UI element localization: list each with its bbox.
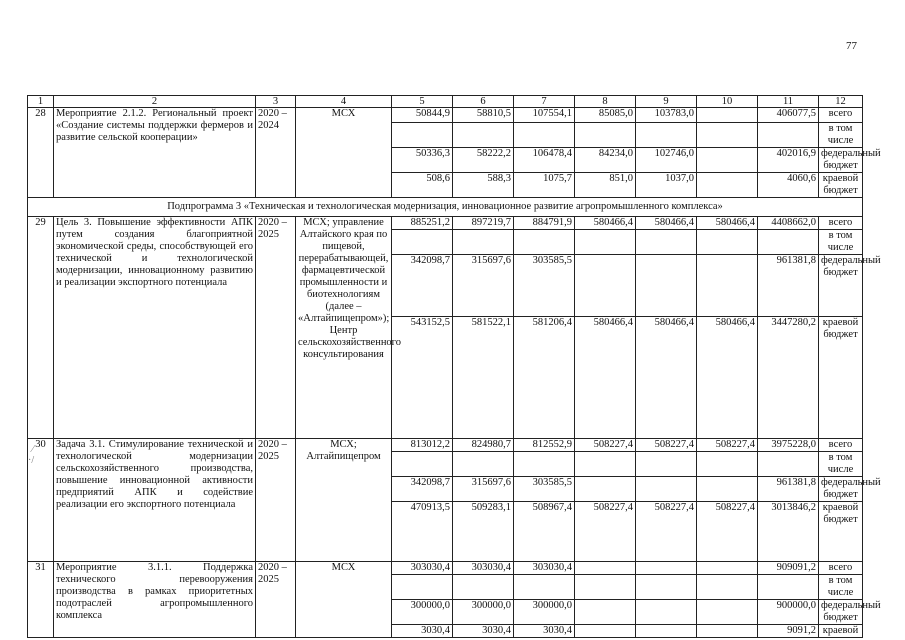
- row-number: 30: [28, 439, 54, 562]
- amount-cell: 3030,4: [392, 625, 453, 638]
- amount-cell: [575, 562, 636, 575]
- header-cell: 3: [256, 96, 296, 108]
- amount-cell: 824980,7: [453, 439, 514, 452]
- amount-cell: [636, 255, 697, 317]
- scan-mark: ⁄: [32, 444, 34, 455]
- amount-cell: 508227,4: [575, 439, 636, 452]
- amount-cell: [575, 230, 636, 255]
- amount-cell: 580466,4: [636, 217, 697, 230]
- funding-source: краевой бюджет: [819, 502, 863, 562]
- amount-cell: 508,6: [392, 173, 453, 198]
- amount-cell: [636, 452, 697, 477]
- amount-cell: 581522,1: [453, 317, 514, 439]
- funding-source: краевой бюджет: [819, 317, 863, 439]
- row-executor: МСХ: [296, 108, 392, 198]
- amount-cell: 580466,4: [636, 317, 697, 439]
- amount-cell: 107554,1: [514, 108, 575, 123]
- amount-cell: [697, 562, 758, 575]
- amount-cell: 58810,5: [453, 108, 514, 123]
- amount-cell: [636, 123, 697, 148]
- amount-cell: [514, 575, 575, 600]
- amount-cell: [758, 123, 819, 148]
- amount-cell: 580466,4: [697, 217, 758, 230]
- amount-cell: [636, 562, 697, 575]
- amount-cell: 303030,4: [453, 562, 514, 575]
- amount-cell: 897219,7: [453, 217, 514, 230]
- funding-source: в том числе: [819, 575, 863, 600]
- amount-cell: [575, 600, 636, 625]
- amount-cell: 885251,2: [392, 217, 453, 230]
- amount-cell: [575, 452, 636, 477]
- row-28-group: [28, 108, 881, 198]
- amount-cell: [575, 477, 636, 502]
- amount-cell: [697, 575, 758, 600]
- amount-cell: 4060,6: [758, 173, 819, 198]
- amount-cell: 580466,4: [697, 317, 758, 439]
- amount-cell: 84234,0: [575, 148, 636, 173]
- amount-cell: [697, 600, 758, 625]
- amount-cell: [392, 575, 453, 600]
- amount-cell: [697, 173, 758, 198]
- funding-source: всего: [819, 562, 863, 575]
- amount-cell: [575, 123, 636, 148]
- header-cell: 4: [296, 96, 392, 108]
- header-cell: 12: [819, 96, 863, 108]
- amount-cell: [636, 230, 697, 255]
- amount-cell: [392, 230, 453, 255]
- funding-source: федеральный бюджет: [819, 600, 863, 625]
- amount-cell: [636, 477, 697, 502]
- amount-cell: [758, 575, 819, 600]
- amount-cell: [697, 108, 758, 123]
- header-cell: 1: [28, 96, 54, 108]
- amount-cell: [697, 255, 758, 317]
- row-30-group: [28, 439, 881, 562]
- table-row: [28, 439, 863, 452]
- header-cell: 10: [697, 96, 758, 108]
- budget-table: [27, 95, 881, 638]
- amount-cell: [697, 477, 758, 502]
- amount-cell: 508967,4: [514, 502, 575, 562]
- amount-cell: [514, 123, 575, 148]
- row-period: 2020 – 2025: [256, 439, 296, 562]
- amount-cell: 3030,4: [514, 625, 575, 638]
- row-29-group: [28, 217, 881, 439]
- amount-cell: 315697,6: [453, 477, 514, 502]
- amount-cell: [758, 452, 819, 477]
- amount-cell: 3447280,2: [758, 317, 819, 439]
- row-31-group: [28, 562, 881, 638]
- amount-cell: [453, 452, 514, 477]
- header-cell: 11: [758, 96, 819, 108]
- funding-source: краевой бюджет: [819, 173, 863, 198]
- row-number: 28: [28, 108, 54, 198]
- amount-cell: 315697,6: [453, 255, 514, 317]
- amount-cell: [575, 625, 636, 638]
- table-row: [28, 562, 863, 575]
- amount-cell: [453, 123, 514, 148]
- amount-cell: 508227,4: [575, 502, 636, 562]
- funding-source: федеральный бюджет: [819, 477, 863, 502]
- funding-source: федеральный бюджет: [819, 148, 863, 173]
- funding-source: в том числе: [819, 230, 863, 255]
- amount-cell: 3030,4: [453, 625, 514, 638]
- amount-cell: [697, 148, 758, 173]
- amount-cell: 303030,4: [514, 562, 575, 575]
- funding-source: в том числе: [819, 123, 863, 148]
- amount-cell: 9091,2: [758, 625, 819, 638]
- amount-cell: 303585,5: [514, 255, 575, 317]
- header-cell: 7: [514, 96, 575, 108]
- row-period: 2020 – 2025: [256, 217, 296, 439]
- row-period: 2020 – 2024: [256, 108, 296, 198]
- amount-cell: [697, 123, 758, 148]
- amount-cell: 851,0: [575, 173, 636, 198]
- row-description: Мероприятие 2.1.2. Региональный проект «Создание системы поддержки фермеров и развитие сельской кооперации»: [54, 108, 256, 198]
- amount-cell: [575, 575, 636, 600]
- amount-cell: 508227,4: [636, 502, 697, 562]
- amount-cell: [514, 230, 575, 255]
- amount-cell: 961381,8: [758, 477, 819, 502]
- amount-cell: [636, 600, 697, 625]
- amount-cell: 508227,4: [697, 502, 758, 562]
- amount-cell: 303585,5: [514, 477, 575, 502]
- header-cell: 2: [54, 96, 256, 108]
- amount-cell: 402016,9: [758, 148, 819, 173]
- funding-source: всего: [819, 108, 863, 123]
- amount-cell: [636, 575, 697, 600]
- funding-source: федеральный бюджет: [819, 255, 863, 317]
- page-number: 77: [846, 40, 857, 52]
- row-period: 2020 – 2025: [256, 562, 296, 638]
- row-description: Цель 3. Повышение эффективности АПК путем создания благоприятной экономической среды, способствующей его технической и технологической модернизации, инновационному развитию и реализации экспортного потенциала: [54, 217, 256, 439]
- amount-cell: 900000,0: [758, 600, 819, 625]
- amount-cell: 50336,3: [392, 148, 453, 173]
- amount-cell: [697, 625, 758, 638]
- funding-source: всего: [819, 439, 863, 452]
- amount-cell: [575, 255, 636, 317]
- amount-cell: [697, 230, 758, 255]
- row-executor: МСХ; Алтайпищепром: [296, 439, 392, 562]
- amount-cell: [758, 230, 819, 255]
- funding-source: краевой: [819, 625, 863, 638]
- amount-cell: 3013846,2: [758, 502, 819, 562]
- row-number: 29: [28, 217, 54, 439]
- amount-cell: 813012,2: [392, 439, 453, 452]
- row-number: 31: [28, 562, 54, 638]
- amount-cell: 300000,0: [514, 600, 575, 625]
- row-description: Задача 3.1. Стимулирование технической и технологической модернизации сельскохозяйственного производства, повышение инновационной активности предприятий АПК и содействие реализации его экспортного потенциала: [54, 439, 256, 562]
- amount-cell: 300000,0: [392, 600, 453, 625]
- amount-cell: 508227,4: [697, 439, 758, 452]
- funding-source: всего: [819, 217, 863, 230]
- amount-cell: 50844,9: [392, 108, 453, 123]
- row-description: Мероприятие 3.1.1. Поддержка технического перевооружения производства в рамках приоритетных подотраслей агропромышленного комплекса: [54, 562, 256, 638]
- header-cell: 8: [575, 96, 636, 108]
- amount-cell: 1075,7: [514, 173, 575, 198]
- scan-mark: ·/: [28, 455, 35, 466]
- amount-cell: [697, 452, 758, 477]
- amount-cell: 303030,4: [392, 562, 453, 575]
- amount-cell: 588,3: [453, 173, 514, 198]
- amount-cell: 580466,4: [575, 217, 636, 230]
- amount-cell: 300000,0: [453, 600, 514, 625]
- amount-cell: 543152,5: [392, 317, 453, 439]
- table-row: [28, 217, 863, 230]
- row-executor: МСХ: [296, 562, 392, 638]
- amount-cell: 1037,0: [636, 173, 697, 198]
- amount-cell: 342098,7: [392, 255, 453, 317]
- subprogram-title: Подпрограмма 3 «Техническая и технологическая модернизация, инновационное развитие агропромышленного комплекса»: [28, 198, 863, 217]
- amount-cell: [636, 625, 697, 638]
- amount-cell: 406077,5: [758, 108, 819, 123]
- amount-cell: 508227,4: [636, 439, 697, 452]
- header-cell: 5: [392, 96, 453, 108]
- amount-cell: [453, 575, 514, 600]
- amount-cell: 85085,0: [575, 108, 636, 123]
- amount-cell: 470913,5: [392, 502, 453, 562]
- row-executor: МСХ; управление Алтайского края по пищевой, перерабатывающей, фармацевтической промышленности и биотехнологиям (далее – «Алтайпищепром»); Центр сельскохозяйственного консультирования: [296, 217, 392, 439]
- header-cell: 9: [636, 96, 697, 108]
- header-row: [28, 96, 863, 108]
- amount-cell: 812552,9: [514, 439, 575, 452]
- amount-cell: 884791,9: [514, 217, 575, 230]
- header-cell: 6: [453, 96, 514, 108]
- amount-cell: 961381,8: [758, 255, 819, 317]
- amount-cell: [514, 452, 575, 477]
- amount-cell: [453, 230, 514, 255]
- subprogram-row: [28, 198, 863, 217]
- amount-cell: 580466,4: [575, 317, 636, 439]
- amount-cell: [392, 123, 453, 148]
- amount-cell: 909091,2: [758, 562, 819, 575]
- amount-cell: 4408662,0: [758, 217, 819, 230]
- table-row: [28, 108, 863, 123]
- amount-cell: 3975228,0: [758, 439, 819, 452]
- amount-cell: 342098,7: [392, 477, 453, 502]
- amount-cell: [392, 452, 453, 477]
- amount-cell: 581206,4: [514, 317, 575, 439]
- amount-cell: 58222,2: [453, 148, 514, 173]
- funding-source: в том числе: [819, 452, 863, 477]
- amount-cell: 106478,4: [514, 148, 575, 173]
- amount-cell: 509283,1: [453, 502, 514, 562]
- amount-cell: 102746,0: [636, 148, 697, 173]
- amount-cell: 103783,0: [636, 108, 697, 123]
